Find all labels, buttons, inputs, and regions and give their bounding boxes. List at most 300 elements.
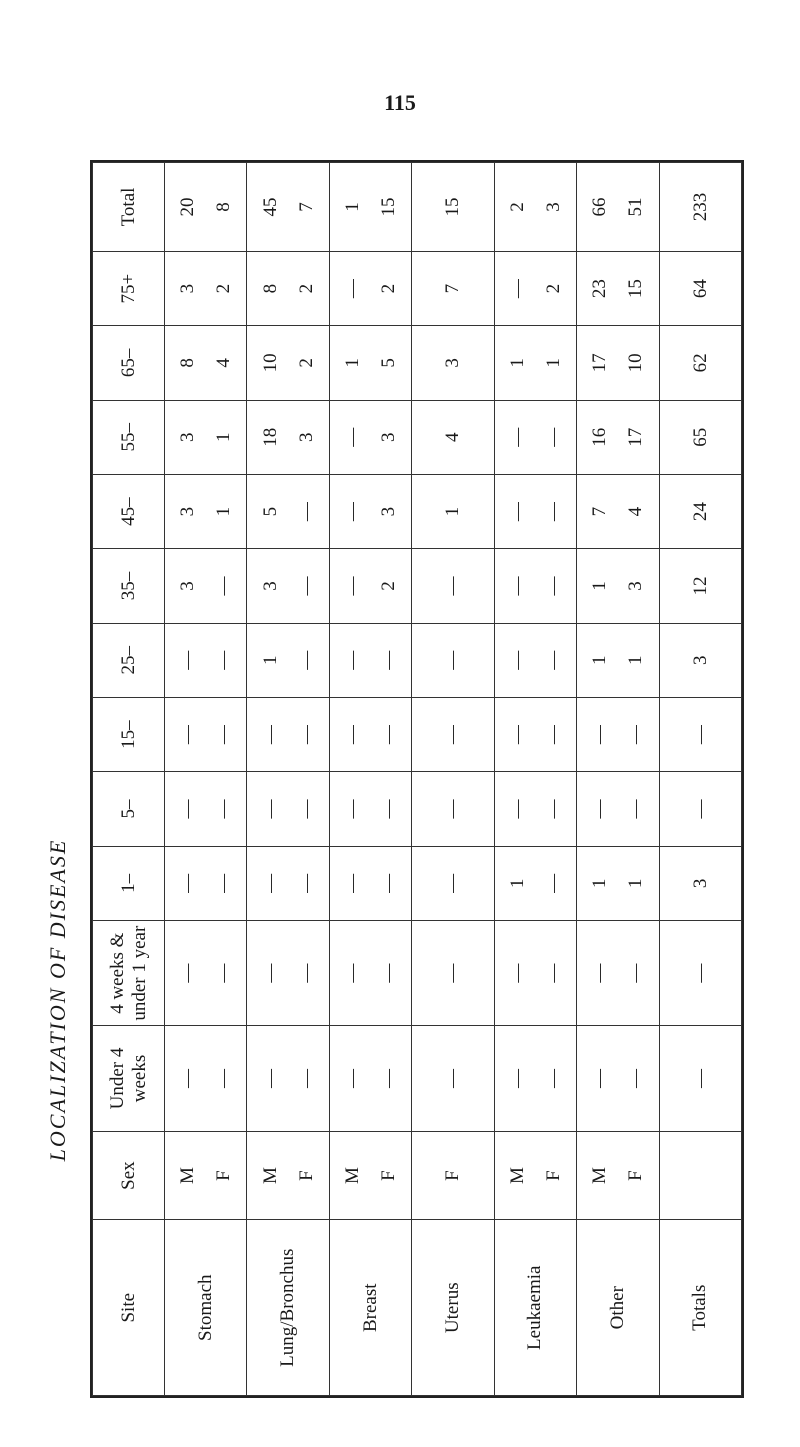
sex-values	[664, 1136, 736, 1216]
count-value: —	[442, 1069, 464, 1088]
count-value: —	[542, 1069, 564, 1088]
under-4-weeks-cell	[659, 1026, 741, 1131]
age-75-plus-cell	[577, 251, 659, 325]
cell-values	[417, 256, 489, 321]
age-55-cell	[329, 400, 411, 474]
count-value: 1	[442, 506, 464, 517]
cell-values	[582, 330, 654, 395]
header-age-5: 5–	[93, 772, 165, 846]
age-55-cell	[494, 400, 576, 474]
count-value: 7	[589, 506, 611, 517]
count-value: —	[542, 873, 564, 893]
cell-values	[664, 776, 736, 841]
count-value: 20	[177, 197, 199, 217]
age-5-cell	[247, 772, 329, 846]
sex-value: F	[213, 1170, 235, 1181]
count-value: —	[295, 650, 317, 670]
count-value: 17	[625, 427, 647, 447]
sex-values	[582, 1136, 654, 1216]
count-value: —	[177, 725, 199, 745]
count-value: 3	[378, 506, 400, 517]
cell-values	[335, 702, 407, 767]
cell-values	[664, 256, 736, 321]
count-value: —	[689, 963, 711, 983]
age-25-cell	[577, 623, 659, 697]
sex-value: F	[378, 1170, 400, 1181]
age-35-cell	[494, 549, 576, 623]
count-value: —	[259, 725, 281, 745]
count-value: —	[506, 799, 528, 819]
under-4-weeks-cell	[577, 1026, 659, 1131]
count-value: 64	[689, 279, 711, 299]
header-age-65: 65–	[93, 326, 165, 400]
age-35-cell	[329, 549, 411, 623]
4-weeks-1-year-cell	[329, 921, 411, 1026]
cell-values	[335, 776, 407, 841]
age-15-cell	[329, 697, 411, 771]
cell-values	[417, 167, 489, 247]
total-cell	[329, 163, 411, 252]
count-value: 7	[295, 202, 317, 212]
4-weeks-1-year-cell	[247, 921, 329, 1026]
count-value: 5	[259, 506, 281, 517]
age-1-cell	[577, 846, 659, 920]
count-value: —	[295, 963, 317, 983]
count-value: —	[442, 963, 464, 983]
count-value: —	[295, 799, 317, 819]
count-value: —	[213, 963, 235, 983]
count-value: 8	[259, 283, 281, 294]
table-row	[329, 163, 411, 1396]
count-value: 3	[689, 878, 711, 889]
cell-values	[664, 925, 736, 1021]
age-65-cell	[165, 326, 247, 400]
count-value: —	[542, 963, 564, 983]
count-value: —	[295, 502, 317, 522]
cell-values	[499, 776, 571, 841]
count-value: —	[177, 799, 199, 819]
cell-values	[170, 702, 242, 767]
count-value: 7	[442, 283, 464, 294]
cell-values	[335, 405, 407, 470]
header-age-55: 55–	[93, 400, 165, 474]
count-value: 2	[506, 202, 528, 212]
4-weeks-1-year-cell	[165, 921, 247, 1026]
count-value: 15	[625, 279, 647, 299]
table-row	[247, 163, 329, 1396]
site-cell: Stomach	[165, 1220, 247, 1396]
count-value: —	[589, 1069, 611, 1088]
age-5-cell	[494, 772, 576, 846]
count-value: 2	[213, 283, 235, 294]
count-value: 23	[589, 279, 611, 299]
count-value: 2	[542, 283, 564, 294]
cell-values	[582, 1030, 654, 1126]
count-value: —	[589, 799, 611, 819]
cell-values	[170, 925, 242, 1021]
sex-values	[417, 1136, 489, 1216]
cell-values	[417, 925, 489, 1021]
count-value: 3	[177, 581, 199, 591]
sex-value: M	[342, 1167, 364, 1185]
4-weeks-1-year-cell	[494, 921, 576, 1026]
sex-cell	[577, 1131, 659, 1220]
age-25-cell	[329, 623, 411, 697]
age-75-plus-cell	[247, 251, 329, 325]
sex-value: M	[589, 1167, 611, 1185]
age-45-cell	[412, 474, 494, 548]
count-value: 3	[378, 432, 400, 443]
age-45-cell	[247, 474, 329, 548]
count-value: 8	[177, 358, 199, 368]
count-value: —	[506, 576, 528, 596]
count-value: —	[378, 963, 400, 983]
count-value: 51	[625, 197, 647, 217]
age-35-cell	[659, 549, 741, 623]
count-value: —	[506, 963, 528, 983]
cell-values	[499, 167, 571, 247]
count-value: 3	[625, 581, 647, 591]
age-45-cell	[165, 474, 247, 548]
cell-values	[170, 256, 242, 321]
count-value: 62	[689, 353, 711, 373]
count-value: —	[295, 576, 317, 596]
cell-values	[170, 479, 242, 544]
running-title: LOCALIZATION OF DISEASE	[45, 838, 70, 1162]
disease-localization-table-frame	[90, 160, 744, 1398]
age-15-cell	[247, 697, 329, 771]
count-value: 1	[589, 581, 611, 591]
cell-values	[582, 628, 654, 693]
count-value: 2	[378, 283, 400, 294]
count-value: 1	[342, 202, 364, 212]
count-value: —	[542, 427, 564, 447]
count-value: 1	[589, 655, 611, 666]
count-value: 3	[177, 506, 199, 517]
cell-values	[499, 925, 571, 1021]
count-value: —	[342, 1069, 364, 1088]
header-age-under-4-weeks: Under 4 weeks	[93, 1026, 165, 1131]
cell-values	[582, 167, 654, 247]
cell-values	[417, 553, 489, 618]
total-cell	[577, 163, 659, 252]
table-row	[165, 163, 247, 1396]
cell-values	[499, 330, 571, 395]
age-25-cell	[659, 623, 741, 697]
cell-values	[335, 553, 407, 618]
sex-values	[335, 1136, 407, 1216]
age-15-cell	[412, 697, 494, 771]
cell-values	[170, 167, 242, 247]
count-value: —	[378, 873, 400, 893]
count-value: —	[506, 725, 528, 745]
age-15-cell	[659, 697, 741, 771]
count-value: —	[442, 576, 464, 596]
count-value: —	[689, 1069, 711, 1088]
cell-values	[335, 479, 407, 544]
sex-cell	[329, 1131, 411, 1220]
sex-value: M	[506, 1167, 528, 1185]
count-value: 1	[589, 878, 611, 889]
count-value: 2	[295, 283, 317, 294]
cell-values	[170, 405, 242, 470]
count-value: —	[506, 427, 528, 447]
cell-values	[499, 256, 571, 321]
age-55-cell	[165, 400, 247, 474]
count-value: —	[442, 873, 464, 893]
header-age-15: 15–	[93, 697, 165, 771]
site-cell: Breast	[329, 1220, 411, 1396]
count-value: —	[342, 725, 364, 745]
total-cell	[494, 163, 576, 252]
count-value: —	[342, 427, 364, 447]
age-25-cell	[412, 623, 494, 697]
sex-value: F	[625, 1170, 647, 1181]
cell-values	[664, 702, 736, 767]
cell-values	[335, 925, 407, 1021]
cell-values	[582, 553, 654, 618]
count-value: —	[295, 873, 317, 893]
count-value: 10	[625, 353, 647, 373]
age-35-cell	[577, 549, 659, 623]
cell-values	[252, 776, 324, 841]
count-value: —	[259, 963, 281, 983]
4-weeks-1-year-cell	[659, 921, 741, 1026]
count-value: 1	[542, 358, 564, 368]
cell-values	[417, 702, 489, 767]
count-value: —	[213, 1069, 235, 1088]
header-age-45: 45–	[93, 474, 165, 548]
cell-values	[335, 628, 407, 693]
count-value: 1	[625, 878, 647, 889]
count-value: —	[378, 650, 400, 670]
age-75-plus-cell	[329, 251, 411, 325]
cell-values	[582, 479, 654, 544]
count-value: 4	[213, 358, 235, 368]
header-site: Site	[93, 1220, 165, 1396]
sex-value: F	[295, 1170, 317, 1181]
age-5-cell	[659, 772, 741, 846]
age-5-cell	[412, 772, 494, 846]
cell-values	[582, 776, 654, 841]
count-value: —	[295, 725, 317, 745]
header-sex: Sex	[93, 1131, 165, 1220]
cell-values	[252, 479, 324, 544]
age-5-cell	[577, 772, 659, 846]
count-value: —	[213, 576, 235, 596]
count-value: —	[213, 873, 235, 893]
sex-cell	[247, 1131, 329, 1220]
count-value: 16	[589, 427, 611, 447]
site-cell: Lung/Bronchus	[247, 1220, 329, 1396]
age-55-cell	[247, 400, 329, 474]
sex-cell	[659, 1131, 741, 1220]
cell-values	[170, 851, 242, 916]
count-value: 3	[689, 655, 711, 666]
count-value: —	[506, 650, 528, 670]
count-value: —	[442, 799, 464, 819]
cell-values	[499, 628, 571, 693]
count-value: 1	[506, 358, 528, 368]
count-value: —	[177, 650, 199, 670]
count-value: 1	[625, 655, 647, 666]
count-value: 2	[378, 581, 400, 591]
count-value: —	[342, 963, 364, 983]
cell-values	[170, 553, 242, 618]
sex-value: M	[177, 1167, 199, 1185]
count-value: —	[625, 799, 647, 819]
age-5-cell	[329, 772, 411, 846]
count-value: 15	[378, 197, 400, 217]
sex-value: F	[442, 1170, 464, 1181]
count-value: —	[506, 279, 528, 299]
count-value: —	[213, 799, 235, 819]
sex-value: M	[259, 1167, 281, 1185]
site-cell: Other	[577, 1220, 659, 1396]
count-value: —	[342, 873, 364, 893]
cell-values	[252, 167, 324, 247]
count-value: —	[542, 725, 564, 745]
cell-values	[335, 256, 407, 321]
age-15-cell	[494, 697, 576, 771]
cell-values	[417, 628, 489, 693]
cell-values	[170, 330, 242, 395]
count-value: 24	[689, 502, 711, 522]
age-1-cell	[247, 846, 329, 920]
cell-values	[582, 256, 654, 321]
count-value: 5	[378, 358, 400, 368]
count-value: —	[259, 799, 281, 819]
cell-values	[335, 167, 407, 247]
age-65-cell	[329, 326, 411, 400]
age-25-cell	[165, 623, 247, 697]
age-45-cell	[494, 474, 576, 548]
age-45-cell	[577, 474, 659, 548]
cell-values	[582, 702, 654, 767]
cell-values	[252, 1030, 324, 1126]
cell-values	[252, 405, 324, 470]
cell-values	[252, 702, 324, 767]
count-value: —	[542, 576, 564, 596]
site-cell: Uterus	[412, 1220, 494, 1396]
count-value: —	[625, 1069, 647, 1088]
cell-values	[252, 851, 324, 916]
under-4-weeks-cell	[329, 1026, 411, 1131]
age-65-cell	[247, 326, 329, 400]
age-15-cell	[577, 697, 659, 771]
table-row	[577, 163, 659, 1396]
sex-values	[499, 1136, 571, 1216]
count-value: 3	[542, 202, 564, 212]
count-value: 65	[689, 427, 711, 447]
cell-values	[499, 1030, 571, 1126]
count-value: —	[506, 1069, 528, 1088]
disease-localization-table	[92, 162, 742, 1396]
count-value: —	[342, 576, 364, 596]
age-55-cell	[577, 400, 659, 474]
count-value: 2	[295, 358, 317, 368]
age-65-cell	[659, 326, 741, 400]
count-value: —	[378, 1069, 400, 1088]
age-45-cell	[659, 474, 741, 548]
count-value: —	[177, 873, 199, 893]
cell-values	[252, 256, 324, 321]
sex-values	[252, 1136, 324, 1216]
cell-values	[252, 330, 324, 395]
cell-values	[170, 628, 242, 693]
age-25-cell	[494, 623, 576, 697]
age-55-cell	[659, 400, 741, 474]
count-value: 3	[259, 581, 281, 591]
sex-cell	[494, 1131, 576, 1220]
cell-values	[664, 851, 736, 916]
cell-values	[664, 167, 736, 247]
count-value: 15	[442, 197, 464, 217]
cell-values	[582, 851, 654, 916]
header-age-4-weeks-1-year: 4 weeks & under 1 year	[93, 921, 165, 1026]
count-value: 233	[689, 192, 711, 222]
count-value: 4	[625, 506, 647, 517]
count-value: —	[625, 963, 647, 983]
count-value: 1	[259, 655, 281, 666]
cell-values	[170, 776, 242, 841]
count-value: —	[542, 650, 564, 670]
age-5-cell	[165, 772, 247, 846]
count-value: —	[259, 1069, 281, 1088]
cell-values	[417, 776, 489, 841]
age-1-cell	[659, 846, 741, 920]
cell-values	[417, 330, 489, 395]
total-cell	[659, 163, 741, 252]
cell-values	[664, 330, 736, 395]
count-value: 1	[213, 432, 235, 443]
count-value: —	[689, 725, 711, 745]
count-value: 3	[177, 283, 199, 294]
cell-values	[170, 1030, 242, 1126]
cell-values	[664, 628, 736, 693]
header-age-1: 1–	[93, 846, 165, 920]
total-cell	[412, 163, 494, 252]
age-35-cell	[165, 549, 247, 623]
count-value: —	[342, 279, 364, 299]
count-value: 1	[506, 878, 528, 889]
count-value: —	[295, 1069, 317, 1088]
under-4-weeks-cell	[165, 1026, 247, 1131]
age-35-cell	[247, 549, 329, 623]
age-15-cell	[165, 697, 247, 771]
cell-values	[417, 1030, 489, 1126]
sex-cell	[412, 1131, 494, 1220]
count-value: —	[342, 502, 364, 522]
count-value: —	[506, 502, 528, 522]
site-cell: Leukaemia	[494, 1220, 576, 1396]
table-row	[659, 163, 741, 1396]
cell-values	[664, 479, 736, 544]
count-value: —	[442, 725, 464, 745]
count-value: —	[625, 725, 647, 745]
age-1-cell	[412, 846, 494, 920]
count-value: —	[378, 799, 400, 819]
count-value: —	[442, 650, 464, 670]
cell-values	[582, 925, 654, 1021]
sex-cell	[165, 1131, 247, 1220]
cell-values	[252, 628, 324, 693]
header-age-35: 35–	[93, 549, 165, 623]
site-cell: Totals	[659, 1220, 741, 1396]
under-4-weeks-cell	[247, 1026, 329, 1131]
age-1-cell	[494, 846, 576, 920]
under-4-weeks-cell	[412, 1026, 494, 1131]
